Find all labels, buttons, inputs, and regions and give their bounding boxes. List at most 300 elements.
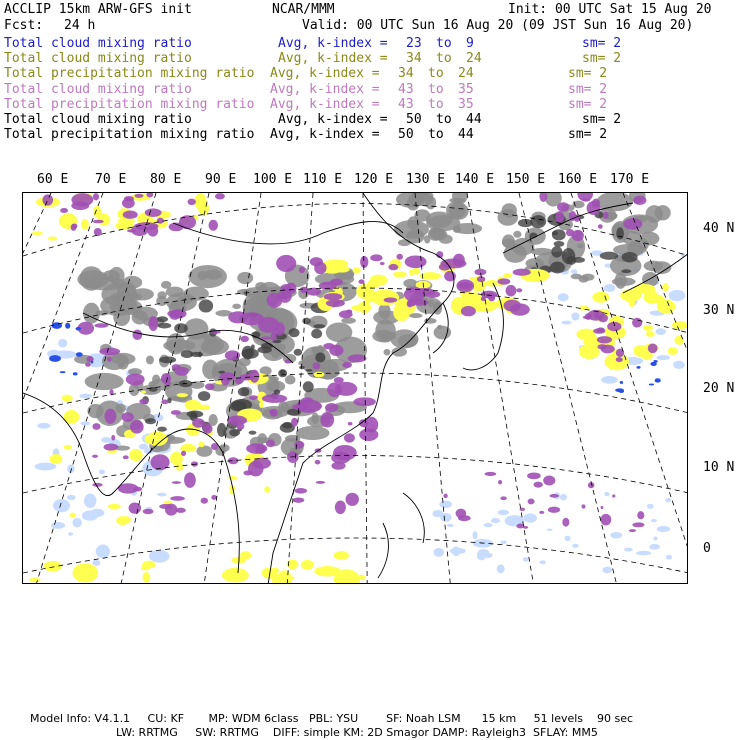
map-canvas — [23, 193, 688, 584]
precip-purple-patch — [648, 343, 658, 353]
precip-purple-patch — [607, 322, 621, 331]
cloud-light-blue-patch — [82, 511, 98, 521]
precip-purple-patch — [331, 462, 345, 470]
cloud-dark-patch — [616, 227, 624, 239]
precip-purple-patch — [562, 518, 569, 527]
cloud-light-blue-patch — [547, 529, 553, 531]
precip-purple-patch — [506, 285, 517, 297]
precip-purple-patch — [528, 499, 535, 505]
cloud-blue-streak — [620, 381, 623, 384]
cloud-dark-patch — [238, 387, 250, 396]
cloud-blue-streak — [49, 355, 61, 362]
field-3-to: 35 — [458, 81, 474, 97]
center-label: NCAR/MMM — [272, 2, 335, 17]
cloud-dark-patch — [217, 423, 226, 437]
lon-label-4: 100 E — [253, 172, 293, 187]
lat-label-2: 20 N — [703, 381, 735, 396]
cloud-light-blue-patch — [604, 284, 616, 292]
map-panel — [22, 192, 688, 584]
cloud-gray-patch — [428, 299, 434, 307]
precip-purple-patch — [261, 336, 271, 339]
precip-purple-patch — [187, 199, 195, 206]
precip-purple-patch — [456, 509, 467, 518]
precip-purple-patch — [228, 311, 248, 323]
precip-yellow-patch — [662, 283, 669, 291]
precip-yellow-patch — [393, 271, 407, 277]
cloud-gray-patch — [341, 317, 356, 323]
cloud-light-blue-patch — [497, 564, 505, 573]
precip-purple-patch — [262, 394, 287, 403]
precip-purple-patch — [201, 498, 208, 504]
cloud-light-blue-patch — [99, 470, 105, 475]
precip-purple-patch — [134, 194, 143, 198]
cloud-blue-streak — [60, 371, 66, 373]
cloud-light-blue-patch — [434, 548, 444, 557]
precip-yellow-patch — [628, 298, 635, 307]
precip-yellow-patch — [290, 576, 295, 579]
precip-yellow-patch — [264, 486, 270, 492]
precip-purple-patch — [93, 220, 104, 223]
cloud-dark-patch — [311, 329, 322, 339]
field-5-avg: Avg, k-index = — [278, 112, 388, 127]
cloud-light-blue-patch — [649, 544, 660, 550]
precip-purple-patch — [172, 481, 181, 484]
precip-purple-patch — [353, 397, 376, 406]
precip-purple-patch — [333, 445, 357, 461]
precip-purple-patch — [313, 362, 321, 369]
precip-purple-patch — [325, 403, 338, 412]
field-1-name: Total cloud mixing ratio — [4, 51, 192, 67]
cloud-gray-patch — [83, 303, 100, 324]
precip-purple-patch — [42, 194, 53, 205]
cloud-gray-patch — [196, 446, 212, 457]
precip-purple-patch — [360, 256, 368, 268]
field-5-sm: sm= 2 — [582, 112, 622, 127]
precip-yellow-patch — [633, 345, 647, 357]
cloud-dark-patch — [198, 391, 210, 401]
precip-purple-patch — [171, 410, 181, 415]
lon-label-11: 170 E — [610, 172, 650, 187]
field-3-to-word: to — [428, 81, 444, 97]
model-title: ACCLIP 15km ARW-GFS init — [4, 2, 192, 17]
lon-label-6: 120 E — [354, 172, 394, 187]
precip-purple-patch — [314, 262, 326, 274]
cloud-dark-patch — [554, 241, 565, 247]
precip-purple-patch — [600, 514, 611, 526]
precip-yellow-patch — [194, 193, 206, 209]
precip-purple-patch — [513, 269, 531, 276]
cloud-gray-patch — [596, 193, 632, 211]
precip-purple-patch — [388, 264, 398, 270]
lon-label-0: 60 E — [37, 172, 69, 187]
cloud-light-blue-patch — [666, 555, 672, 560]
precip-purple-patch — [122, 412, 134, 422]
cloud-gray-patch — [232, 304, 241, 309]
precip-yellow-patch — [198, 441, 204, 447]
precip-purple-patch — [205, 383, 215, 390]
precip-purple-patch — [92, 423, 100, 430]
cloud-blue-streak — [636, 366, 640, 369]
field-6-to: 44 — [458, 127, 474, 143]
cloud-blue-streak — [655, 378, 661, 382]
precip-purple-patch — [172, 364, 181, 369]
precip-yellow-patch — [605, 353, 629, 370]
precip-purple-patch — [130, 420, 144, 434]
precip-yellow-patch — [122, 516, 131, 523]
precip-yellow-patch — [197, 405, 210, 410]
coastline-7 — [173, 221, 403, 243]
cloud-dark-patch — [551, 246, 562, 258]
field-6-name: Total precipitation mixing ratio — [4, 127, 255, 143]
precip-purple-patch — [243, 470, 252, 475]
cloud-dark-patch — [622, 252, 638, 263]
field-3-sm: sm= 2 — [568, 81, 608, 97]
precip-purple-patch — [596, 327, 604, 332]
precip-purple-patch — [346, 493, 359, 506]
precip-purple-patch — [126, 374, 145, 386]
cloud-gray-patch — [612, 277, 636, 286]
field-1-sm: sm= 2 — [582, 51, 622, 67]
cloud-light-blue-patch — [79, 394, 92, 399]
precip-purple-patch — [161, 399, 168, 404]
precip-yellow-patch — [141, 390, 146, 393]
cloud-gray-patch — [285, 375, 296, 384]
cloud-light-blue-patch — [656, 355, 669, 360]
precip-purple-patch — [94, 228, 102, 236]
precip-purple-patch — [344, 433, 355, 442]
precip-purple-patch — [299, 267, 305, 274]
cloud-gray-patch — [115, 404, 125, 413]
precip-purple-patch — [324, 293, 343, 300]
precip-purple-patch — [629, 529, 636, 532]
cloud-light-blue-patch — [572, 544, 579, 548]
init-time: Init: 00 UTC Sat 15 Aug 20 — [508, 2, 712, 17]
footer-line-1: Model Info: V4.1.1 CU: KF MP: WDM 6class PBL: YSU SF: Noah LSM 15 km 51 levels 90 sec — [30, 712, 634, 725]
cloud-light-blue-patch — [561, 321, 571, 325]
precip-yellow-patch — [579, 344, 600, 359]
cloud-light-blue-patch — [58, 339, 67, 348]
precip-yellow-patch — [351, 305, 365, 311]
cloud-gray-patch — [446, 201, 466, 219]
field-4-sm: sm= 2 — [568, 96, 608, 112]
precip-purple-patch — [107, 357, 112, 362]
field-5-name: Total cloud mixing ratio — [4, 112, 192, 127]
precip-purple-patch — [157, 218, 164, 224]
cloud-gray-patch — [131, 288, 154, 300]
precip-purple-patch — [184, 472, 196, 487]
cloud-gray-patch — [102, 352, 126, 370]
field-1-from: 34 — [406, 51, 422, 67]
field-3-name: Total cloud mixing ratio — [4, 81, 192, 97]
lon-label-10: 160 E — [558, 172, 598, 187]
precip-purple-patch — [370, 254, 382, 261]
precip-purple-patch — [637, 511, 644, 519]
lat-label-0: 40 N — [703, 221, 735, 236]
lon-label-1: 70 E — [95, 172, 127, 187]
cloud-gray-patch — [622, 231, 642, 245]
cloud-gray-patch — [161, 281, 171, 289]
precip-purple-patch — [498, 278, 511, 284]
cloud-dark-patch — [249, 431, 257, 435]
cloud-dark-patch — [242, 348, 259, 358]
cloud-light-blue-patch — [558, 293, 569, 301]
cloud-light-blue-patch — [604, 492, 609, 496]
precip-purple-patch — [582, 504, 586, 508]
cloud-light-blue-patch — [35, 463, 57, 471]
field-4-from: 43 — [398, 96, 414, 112]
precip-purple-patch — [474, 269, 486, 276]
cloud-gray-patch — [579, 276, 589, 283]
precip-yellow-patch — [409, 269, 415, 275]
field-2-sm: sm= 2 — [568, 66, 608, 82]
cloud-light-blue-patch — [560, 494, 567, 501]
cloud-light-blue-patch — [473, 531, 478, 539]
precip-purple-patch — [92, 455, 98, 458]
cloud-dark-patch — [145, 418, 156, 424]
precip-purple-patch — [127, 229, 136, 232]
cloud-light-blue-patch — [500, 540, 507, 544]
precip-purple-patch — [301, 397, 313, 404]
precip-purple-patch — [211, 495, 217, 500]
field-5-from: 50 — [406, 112, 422, 127]
precip-purple-patch — [633, 196, 646, 205]
precip-purple-patch — [557, 202, 569, 211]
precip-purple-patch — [534, 482, 543, 488]
precip-yellow-patch — [355, 575, 366, 580]
precip-yellow-patch — [70, 513, 76, 518]
precip-purple-patch — [316, 481, 325, 484]
cloud-light-blue-patch — [53, 499, 70, 512]
precip-purple-patch — [601, 345, 615, 354]
cloud-gray-patch — [655, 205, 671, 220]
precip-purple-patch — [179, 215, 196, 229]
precip-yellow-patch — [64, 445, 73, 450]
lon-label-7: 130 E — [406, 172, 446, 187]
cloud-light-blue-patch — [571, 269, 578, 274]
precip-purple-patch — [326, 299, 345, 307]
precip-yellow-patch — [240, 551, 251, 559]
cloud-light-blue-patch — [139, 444, 148, 450]
cloud-gray-patch — [156, 296, 167, 306]
precip-yellow-patch — [222, 568, 249, 583]
cloud-light-blue-patch — [669, 290, 686, 301]
cloud-dark-patch — [562, 248, 575, 264]
precip-purple-patch — [548, 507, 560, 513]
field-1-to: 24 — [466, 51, 482, 67]
cloud-light-blue-patch — [72, 518, 81, 528]
cloud-light-blue-patch — [491, 518, 500, 523]
cloud-light-blue-patch — [149, 550, 170, 563]
cloud-gray-patch — [166, 293, 197, 312]
lon-label-8: 140 E — [455, 172, 495, 187]
cloud-dark-patch — [306, 369, 313, 372]
field-4-to: 35 — [458, 96, 474, 112]
cloud-gray-patch — [513, 231, 521, 238]
field-1-avg: Avg, k-index = — [278, 51, 388, 67]
cloud-light-blue-patch — [524, 513, 537, 522]
precip-purple-patch — [461, 306, 476, 316]
lon-label-2: 80 E — [150, 172, 182, 187]
cloud-dark-patch — [600, 252, 619, 260]
lon-label-9: 150 E — [506, 172, 546, 187]
precip-purple-patch — [104, 409, 116, 424]
cloud-dark-patch — [159, 356, 176, 363]
precip-purple-patch — [92, 483, 102, 487]
field-0-to-word: to — [436, 36, 452, 51]
footer-line-2: LW: RRTMG SW: RRTMG DIFF: simple KM: 2D Smagor DAMP: Rayleigh3 SFLAY: MM5 — [116, 726, 598, 739]
precip-purple-patch — [594, 312, 599, 318]
precip-yellow-patch — [313, 372, 324, 378]
cloud-blue-streak — [65, 323, 70, 329]
precip-yellow-patch — [334, 551, 349, 560]
precip-purple-patch — [276, 255, 296, 272]
precip-purple-patch — [71, 193, 93, 206]
precip-purple-patch — [266, 440, 275, 447]
precip-purple-patch — [550, 494, 559, 498]
cloud-gray-patch — [197, 271, 207, 280]
field-2-to: 24 — [458, 66, 474, 82]
precip-purple-patch — [315, 460, 321, 465]
cloud-blue-streak — [653, 360, 657, 363]
lat-label-3: 10 N — [703, 460, 735, 475]
latitude-line-4 — [23, 538, 688, 573]
cloud-light-blue-patch — [601, 376, 617, 384]
cloud-blue-streak — [73, 372, 78, 375]
precip-yellow-patch — [141, 565, 149, 570]
lat-label-4: 0 — [703, 541, 711, 556]
precip-purple-patch — [71, 224, 77, 231]
precip-purple-patch — [329, 345, 343, 356]
cloud-light-blue-patch — [571, 312, 579, 320]
cloud-light-blue-patch — [67, 495, 76, 500]
precip-yellow-patch — [29, 578, 41, 583]
precip-purple-patch — [240, 336, 249, 342]
precip-purple-patch — [623, 218, 642, 229]
precip-yellow-patch — [657, 299, 675, 313]
precip-yellow-patch — [503, 273, 512, 278]
cloud-dark-patch — [289, 328, 300, 337]
field-0-to: 9 — [466, 36, 474, 51]
cloud-dark-patch — [278, 369, 287, 377]
valid-time: Valid: 00 UTC Sun 16 Aug 20 (09 JST Sun 16 Aug 20) — [302, 18, 694, 33]
cloud-light-blue-patch — [565, 536, 571, 542]
cloud-blue-streak — [619, 390, 624, 393]
precip-purple-patch — [139, 399, 148, 404]
fcst-label: Fcst: — [4, 18, 44, 33]
longitude-line-7 — [415, 193, 450, 584]
precip-yellow-patch — [32, 231, 43, 235]
precip-purple-patch — [572, 230, 584, 241]
precip-purple-patch — [498, 480, 502, 484]
cloud-dark-patch — [199, 299, 214, 312]
precip-purple-patch — [384, 297, 398, 302]
fcst-value: 24 h — [64, 18, 96, 33]
cloud-dark-patch — [294, 349, 303, 356]
cloud-light-blue-patch — [665, 498, 671, 502]
precip-purple-patch — [577, 193, 592, 201]
precip-purple-patch — [99, 348, 120, 356]
cloud-gray-patch — [326, 322, 353, 342]
precip-yellow-patch — [668, 347, 678, 354]
cloud-light-blue-patch — [37, 423, 50, 429]
precip-purple-patch — [335, 501, 346, 515]
cloud-light-blue-patch — [96, 545, 110, 559]
cloud-dark-patch — [157, 316, 168, 322]
cloud-light-blue-patch — [656, 328, 667, 335]
cloud-light-blue-patch — [80, 422, 90, 426]
precip-purple-patch — [598, 224, 603, 228]
cloud-gray-patch — [119, 296, 132, 304]
cloud-blue-streak — [649, 384, 654, 386]
precip-purple-patch — [598, 314, 608, 322]
cloud-gray-patch — [85, 277, 126, 291]
cloud-light-blue-patch — [484, 523, 493, 527]
cloud-dark-patch — [315, 352, 325, 362]
cloud-light-blue-patch — [68, 532, 73, 536]
precip-yellow-patch — [301, 560, 314, 570]
cloud-dark-patch — [303, 381, 314, 392]
precip-yellow-patch — [143, 572, 151, 583]
cloud-dark-patch — [251, 344, 255, 349]
field-5-to: 44 — [466, 112, 482, 127]
precip-purple-patch — [539, 511, 544, 514]
precip-yellow-patch — [73, 563, 99, 582]
precip-purple-patch — [294, 441, 304, 449]
field-6-sm: sm= 2 — [568, 127, 608, 143]
cloud-light-blue-patch — [51, 522, 65, 529]
precip-purple-patch — [60, 208, 68, 213]
precip-purple-patch — [249, 395, 258, 400]
precip-purple-patch — [275, 322, 285, 335]
precip-purple-patch — [85, 363, 91, 367]
precip-purple-patch — [527, 472, 541, 479]
precip-purple-patch — [94, 323, 108, 328]
precip-yellow-patch — [81, 219, 89, 230]
precip-purple-patch — [104, 443, 119, 450]
cloud-light-blue-patch — [653, 536, 657, 540]
precip-purple-patch — [170, 496, 185, 501]
precip-yellow-patch — [115, 222, 133, 230]
lat-label-1: 30 N — [703, 303, 735, 318]
precip-purple-patch — [181, 451, 186, 456]
cloud-dark-patch — [621, 269, 631, 273]
precip-purple-patch — [603, 212, 609, 219]
precip-purple-patch — [176, 508, 186, 513]
precip-purple-patch — [123, 211, 138, 219]
precip-purple-patch — [632, 522, 644, 527]
field-2-avg: Avg, k-index = — [270, 66, 380, 82]
precip-yellow-patch — [643, 325, 653, 331]
precip-purple-patch — [320, 412, 334, 428]
cloud-blue-streak — [76, 352, 83, 357]
precip-purple-patch — [612, 494, 615, 497]
precip-purple-patch — [396, 254, 403, 260]
cloud-gray-patch — [398, 334, 418, 347]
cloud-dark-patch — [552, 231, 558, 235]
precip-purple-patch — [516, 288, 522, 292]
precip-purple-patch — [597, 336, 612, 343]
precip-yellow-patch — [672, 321, 688, 329]
field-4-name: Total precipitation mixing ratio — [4, 96, 255, 112]
precip-purple-patch — [143, 509, 154, 514]
precip-yellow-patch — [486, 280, 498, 287]
field-6-avg: Avg, k-index = — [270, 127, 380, 143]
precip-purple-patch — [348, 354, 367, 362]
precip-purple-patch — [293, 497, 305, 502]
precip-purple-patch — [601, 506, 604, 509]
precip-yellow-patch — [177, 393, 189, 397]
precip-purple-patch — [543, 475, 555, 485]
